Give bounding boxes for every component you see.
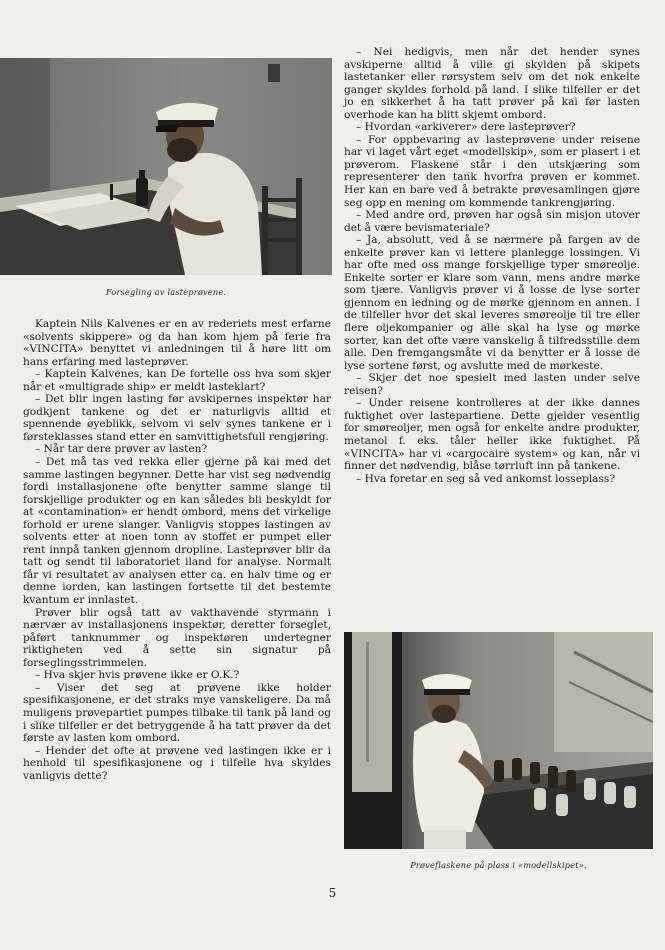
- paragraph: – Det må tas ved rekka eller gjerne på kai med det samme lastingen begynner. Dette har vist seg nødvendig fordi installasjonene ofte benytter samme slange til forskjellige produkter og en kan således bli beskyldt for at «contamination» er hendt ombord, mens det virkelige forhold er urene slanger. Vanligvis stoppes lastingen av solvents etter at noen tonn av stoffet er pumpet eller rent innpå tanken gjennom dropline. Lasteprøver blir da tatt og sendt til laboratoriet iland for analyse. Normalt får vi resultatet av analysen etter ca. en halv time og er denne iorden, kan lastingen fortsette til det bestemte kvantum er innlastet.: [23, 456, 331, 607]
- photo-sealing-samples: [0, 58, 332, 275]
- photo-model-ship: [344, 632, 653, 849]
- paragraph: – Hva foretar en seg så ved ankomst losseplass?: [356, 472, 616, 485]
- right-column: [344, 46, 640, 485]
- paragraph: – For oppbevaring av lasteprøvene under reisene har vi laget vårt eget «modellskip», som er plasert i et prøverom. Flaskene står i den utskjæring som representerer den tank hvorfra prøven er kommet. Her kan en bare ved å betrakte prøvesamlingen gjøre seg opp en mening om kommende tankrengjøring.: [344, 133, 640, 209]
- photo-caption-top: Forsegling av lasteprøvene.: [105, 287, 227, 297]
- sealing-photo-illustration: [0, 58, 332, 275]
- paragraph: – Ja, absolutt, ved å se nærmere på fargen av de enkelte prøver kan vi lettere planlegge lossingen. Vi har ofte med oss mange forskjellige typer smøreolje. Enkelte sorter er klare som vann, mens andre mørke som tjære. Vanligvis prøver vi å losse de lyse sorter gjennom en ledning og de mørke gjennom en annen. I de tilfeller hvor det skal leveres smøreolje til tre eller flere oljekompanier og alle skal ha lyse og mørke sorter, kan det ofte være vanskelig å tilfredsstille dem alle. Den fremgangsmåte vi da benytter er å losse de lyse sortene først, og avslutte med de mørkeste.: [344, 234, 640, 372]
- paragraph: – Det blir ingen lasting før avskipernes inspektør har godkjent tankene og det er naturligvis alltid et spennende øyeblikk, selvom vi selv synes tankene er i førsteklasses stand etter en samvittighetsfull rengjøring.: [23, 393, 331, 443]
- paragraph: – Viser det seg at prøvene ikke holder spesifikasjonene, er det straks mye vanskeligere. Da må muligens prøvepartiet pumpes tilbake til tank på land og i slike tilfeller er det betryggende å ha tatt prøver da det første av lasten kom ombord.: [23, 681, 331, 745]
- paragraph: – Når tar dere prøver av lasten?: [35, 443, 208, 456]
- paragraph: – Under reisene kontrolleres at der ikke dannes fuktighet over lastepartiene. Dette gjelder vesentlig for smøreoljer, men også for enkelte andre produkter, metanol f. eks. tåler heller ikke fuktighet. På «VINCITA» har vi «cargocaire system» og kan, når vi finner det nødvendig, blåse tørrluft inn på tankene.: [344, 397, 640, 473]
- model-ship-photo-illustration: [344, 632, 653, 849]
- paragraph: – Hender det ofte at prøvene ved lastingen ikke er i henhold til spesifikasjonene og i tilfelle hva skyldes vanligvis dette?: [23, 744, 331, 782]
- page-number: 5: [328, 886, 337, 900]
- paragraph: – Hva skjer hvis prøvene ikke er O.K.?: [35, 669, 240, 682]
- paragraph: – Hvordan «arkiverer» dere lasteprøver?: [356, 121, 576, 134]
- paragraph: – Kaptein Kalvenes, kan De fortelle oss hva som skjer når et «multigrade ship» er meldt lasteklart?: [23, 368, 331, 393]
- paragraph: – Skjer det noe spesielt med lasten under selve reisen?: [344, 372, 640, 397]
- paragraph: – Med andre ord, prøven har også sin misjon utover det å være bevismateriale?: [344, 209, 640, 234]
- paragraph: Kaptein Nils Kalvenes er en av rederiets mest erfarne «solvents skippere» og da han kom hjem på ferie fra «VINCITA» benyttet vi anledningen til å høre litt om hans erfaring med lasteprøver.: [23, 318, 331, 368]
- paragraph: – Nei hedigvis, men når det hender synes avskiperne alltid å ville gi skylden på skipets lastetanker eller rørsystem selv om det nok enkelte ganger skyldes forhold på land. I slike tilfeller er det jo en sikkerhet å ha tatt prøver på kai før lasten overhode kan ha blitt skjemt ombord.: [344, 46, 640, 121]
- left-column: [23, 318, 331, 782]
- paragraph: Prøver blir også tatt av vakthavende styrmann i nærvær av installasjonens inspektør, deretter forseglet, påført tanknummer og inspektøren undertegner riktigheten ved å sette sin signatur på forseglingsstrimmelen.: [23, 606, 331, 669]
- photo-caption-bottom: Prøveflaskene på plass i «modellskipet».: [410, 860, 587, 870]
